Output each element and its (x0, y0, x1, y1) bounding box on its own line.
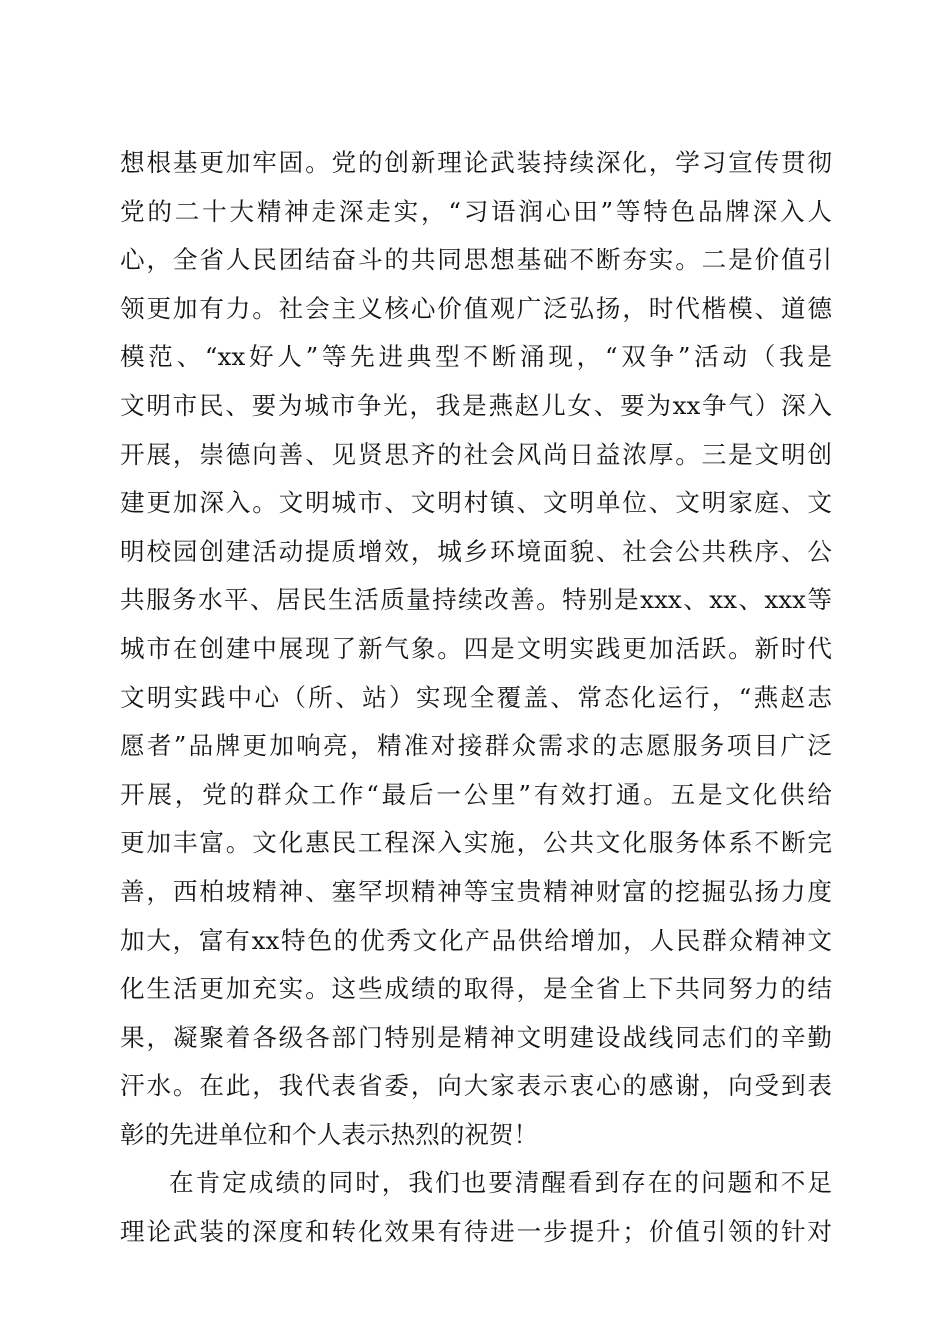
text-line: 开展，崇德向善、见贤思齐的社会风尚日益浓厚。三是文明创 (120, 439, 832, 469)
text-line: 明校园创建活动提质增效，城乡环境面貌、社会公共秩序、公 (120, 536, 832, 566)
text-line: 城市在创建中展现了新气象。四是文明实践更加活跃。新时代 (120, 633, 832, 663)
text-line: 想根基更加牢固。党的创新理论武装持续深化，学习宣传贯彻 (120, 148, 832, 177)
text-line: 心，全省人民团结奋斗的共同思想基础不断夯实。二是价值引 (120, 245, 832, 275)
text-line: 更加丰富。文化惠民工程深入实施，公共文化服务体系不断完 (120, 828, 832, 858)
text-line: 果，凝聚着各级各部门特别是精神文明建设战线同志们的辛勤 (120, 1022, 832, 1052)
text-line: 愿者”品牌更加响亮，精准对接群众需求的志愿服务项目广泛 (120, 731, 832, 761)
text-line: 化生活更加充实。这些成绩的取得，是全省上下共同努力的结 (120, 974, 832, 1004)
text-line: 共服务水平、居民生活质量持续改善。特别是xxx、xx、xxx等 (120, 585, 832, 615)
text-line: 建更加深入。文明城市、文明村镇、文明单位、文明家庭、文 (120, 488, 832, 518)
text-line: 开展，党的群众工作“最后一公里”有效打通。五是文化供给 (120, 779, 832, 809)
text-line: 模范、“xx好人”等先进典型不断涌现，“双争”活动（我是 (120, 342, 832, 372)
paragraph-achievements (120, 139, 832, 1159)
text-line: 理论武装的深度和转化效果有待进一步提升；价值引领的针对 (120, 1217, 832, 1247)
text-line: 文明市民、要为城市争光，我是燕赵儿女、要为xx争气）深入 (120, 390, 832, 420)
text-line: 彰的先进单位和个人表示热烈的祝贺！ (120, 1119, 539, 1149)
text-line: 在肯定成绩的同时，我们也要清醒看到存在的问题和不足 (169, 1168, 832, 1198)
text-line: 善，西柏坡精神、塞罕坝精神等宝贵精神财富的挖掘弘扬力度 (120, 876, 832, 906)
text-line: 汗水。在此，我代表省委，向大家表示衷心的感谢，向受到表 (120, 1071, 832, 1101)
text-line: 文明实践中心（所、站）实现全覆盖、常态化运行，“燕赵志 (120, 682, 832, 712)
text-line: 加大，富有xx特色的优秀文化产品供给增加，人民群众精神文 (120, 925, 832, 955)
text-line: 党的二十大精神走深走实，“习语润心田”等特色品牌深入人 (120, 196, 832, 226)
paragraph-problems (120, 1159, 832, 1256)
text-line: 领更加有力。社会主义核心价值观广泛弘扬，时代楷模、道德 (120, 293, 832, 323)
document-body (120, 139, 832, 1257)
